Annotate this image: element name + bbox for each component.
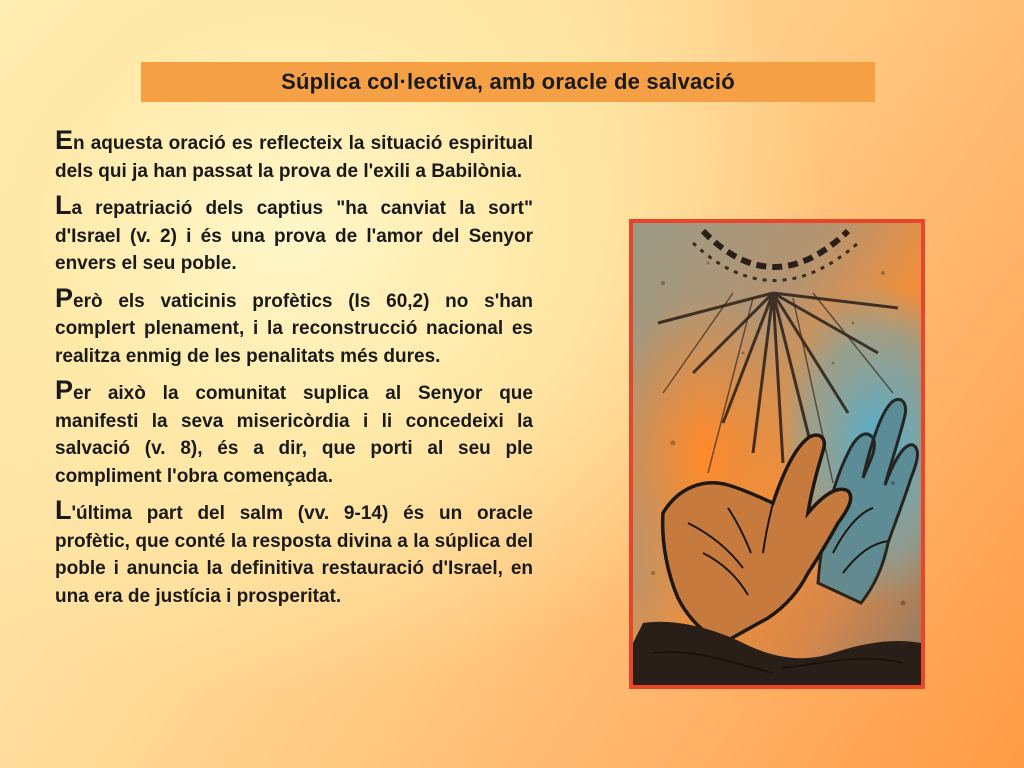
paragraph-5 (55, 495, 533, 610)
paragraph-initial: L (55, 495, 72, 525)
paragraph-text: n aquesta oració es reflecteix la situació espiritual dels qui ja han passat la prova de l'exili a Babilònia. (55, 133, 533, 182)
paragraph-text: a repatriació dels captius "ha canviat la sort" d'Israel (v. 2) i és una prova de l'amor del Senyor envers el seu poble. (55, 198, 533, 274)
paragraph-initial: P (55, 375, 74, 405)
paragraph-initial: L (55, 190, 72, 220)
paragraph-text: er això la comunitat suplica al Senyor que manifesti la seva misericòrdia i li concedeixi la salvació (v. 8), és a dir, que porti al seu ple compliment l'obra començada. (55, 383, 533, 487)
paragraph-initial: E (55, 125, 74, 155)
paragraph-2 (55, 190, 533, 278)
raised-hands-under-light-icon (633, 223, 921, 685)
illustration-frame (629, 219, 925, 689)
paragraph-1 (55, 125, 533, 185)
paragraph-text: erò els vaticinis profètics (Is 60,2) no s'han complert plenament, i la reconstrucció nacional es realitza enmig de les penalitats més dures. (55, 290, 533, 367)
paragraph-text: 'última part del salm (vv. 9-14) és un oracle profètic, que conté la resposta divina a la súplica del poble i anuncia la definitiva restauració d'Israel, en una era de justícia i prosperitat. (55, 503, 533, 607)
slide-title: Súplica col·lectiva, amb oracle de salvació (281, 69, 735, 94)
slide-title-bar (141, 62, 875, 102)
paragraph-initial: P (55, 282, 74, 313)
slide-body (55, 125, 533, 620)
paragraph-4 (55, 375, 533, 490)
paragraph-3 (55, 282, 533, 371)
